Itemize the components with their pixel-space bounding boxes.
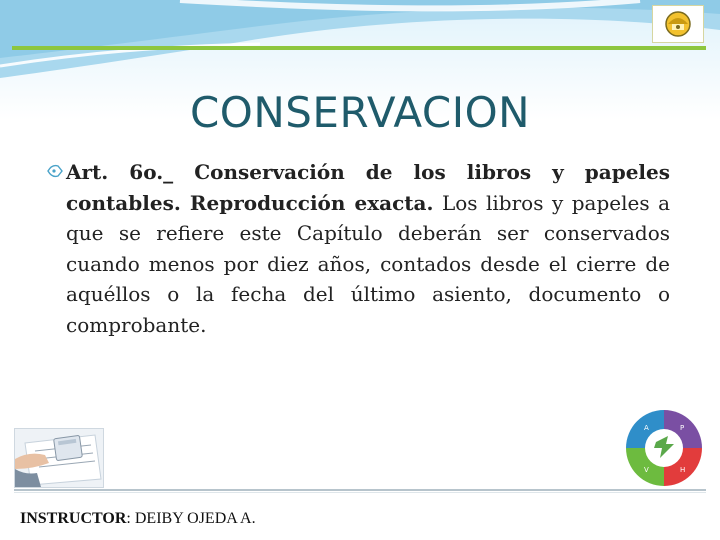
article-heading: Art. 6o._ Conservación de los libros y papeles contables. Reproducción exacta. — [66, 160, 670, 215]
phva-cycle-diagram — [622, 406, 706, 490]
slide-title: CONSERVACION — [189, 88, 531, 137]
instructor-name: DEIBY OJEDA A. — [130, 510, 256, 527]
slide-paragraph — [66, 157, 670, 340]
footer-divider-light — [14, 492, 706, 493]
bullet-icon — [46, 163, 64, 179]
cycle-letter-h: H — [680, 466, 686, 474]
cycle-letter-a: A — [644, 424, 649, 432]
instructor-credit — [20, 510, 256, 528]
cycle-letter-v: V — [644, 466, 649, 474]
instructor-label: INSTRUCTOR — [20, 510, 127, 527]
instructor-separator: : — [126, 510, 131, 527]
header-wave-decoration — [0, 0, 720, 90]
article-text: Los libros y papeles a que se refiere este Capítulo deberán ser conservados cuando menos por diez años, contados desde el cierre de aquéllos o la fecha del último asiento, documento o comprobante. — [66, 190, 670, 337]
footer-divider — [14, 489, 706, 491]
institution-logo — [652, 5, 704, 43]
calculator-documents-image — [14, 428, 104, 488]
cycle-letter-p: P — [680, 424, 685, 432]
